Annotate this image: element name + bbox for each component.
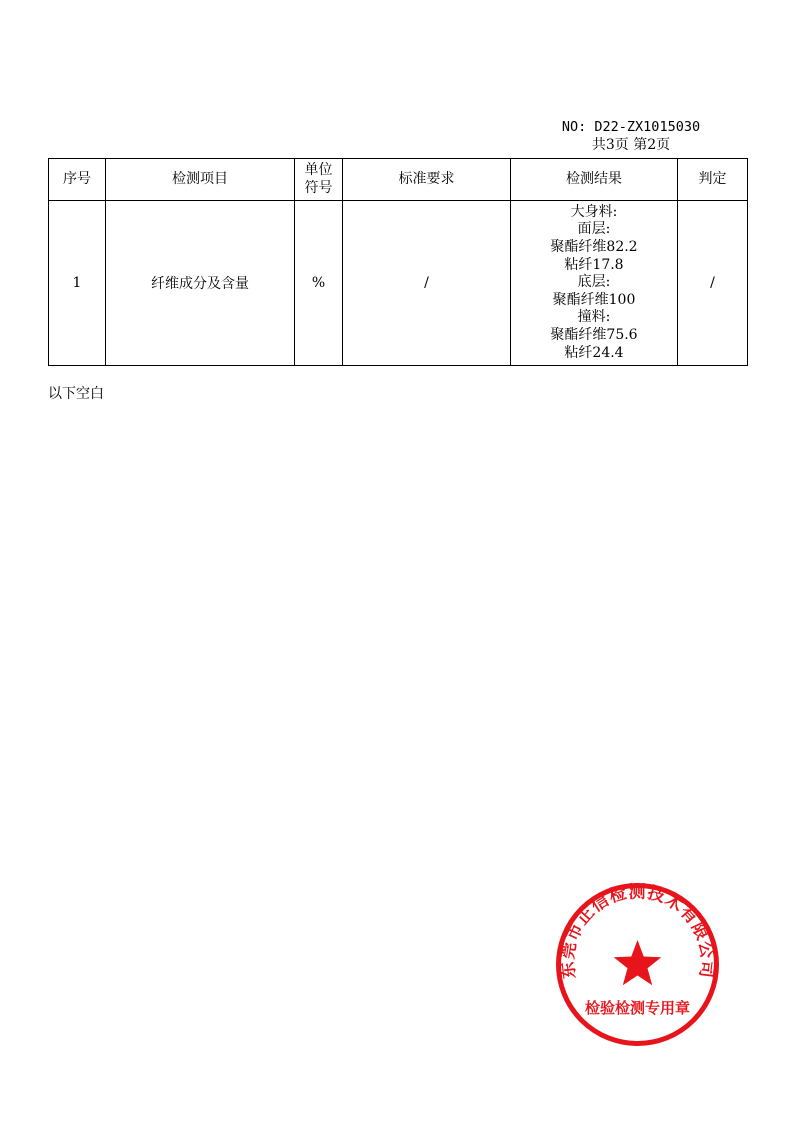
col-header-unit-line1: 单位 — [304, 161, 333, 178]
cell-verdict: / — [678, 201, 748, 366]
seal-star-icon — [614, 940, 662, 985]
result-line: 粘纤17.8 — [564, 256, 624, 273]
page-info: 共3页 第2页 — [591, 137, 671, 153]
cell-item: 纤维成分及含量 — [106, 201, 295, 366]
result-line: 大身料: — [570, 203, 618, 220]
col-header-result: 检测结果 — [511, 159, 678, 201]
result-line: 粘纤24.4 — [564, 344, 624, 361]
table-header-row — [49, 159, 748, 201]
seal-company-text: 东莞市正信检测技术有限公司 — [557, 882, 718, 980]
cell-unit: % — [295, 201, 343, 366]
seal-purpose-text: 检验检测专用章 — [584, 999, 691, 1017]
result-line: 聚酯纤维100 — [552, 291, 636, 308]
col-header-no: 序号 — [49, 159, 106, 201]
cell-standard: / — [343, 201, 511, 366]
col-header-unit-line2: 符号 — [304, 179, 333, 196]
col-header-standard: 标准要求 — [343, 159, 511, 201]
cell-result — [511, 201, 678, 366]
cell-no: 1 — [49, 201, 106, 366]
col-header-item: 检测项目 — [106, 159, 295, 201]
result-line: 面层: — [577, 221, 611, 238]
report-number: NO: D22-ZX1015030 — [561, 119, 701, 135]
result-line: 聚酯纤维75.6 — [550, 326, 638, 343]
result-line: 撞料: — [577, 309, 611, 326]
company-seal — [555, 882, 720, 1047]
table-row — [49, 201, 748, 366]
results-table — [48, 158, 748, 366]
result-line: 聚酯纤维82.2 — [550, 239, 638, 256]
result-line: 底层: — [577, 274, 611, 291]
col-header-verdict: 判定 — [678, 159, 748, 201]
blank-below-note: 以下空白 — [48, 386, 104, 402]
col-header-unit — [295, 159, 343, 201]
